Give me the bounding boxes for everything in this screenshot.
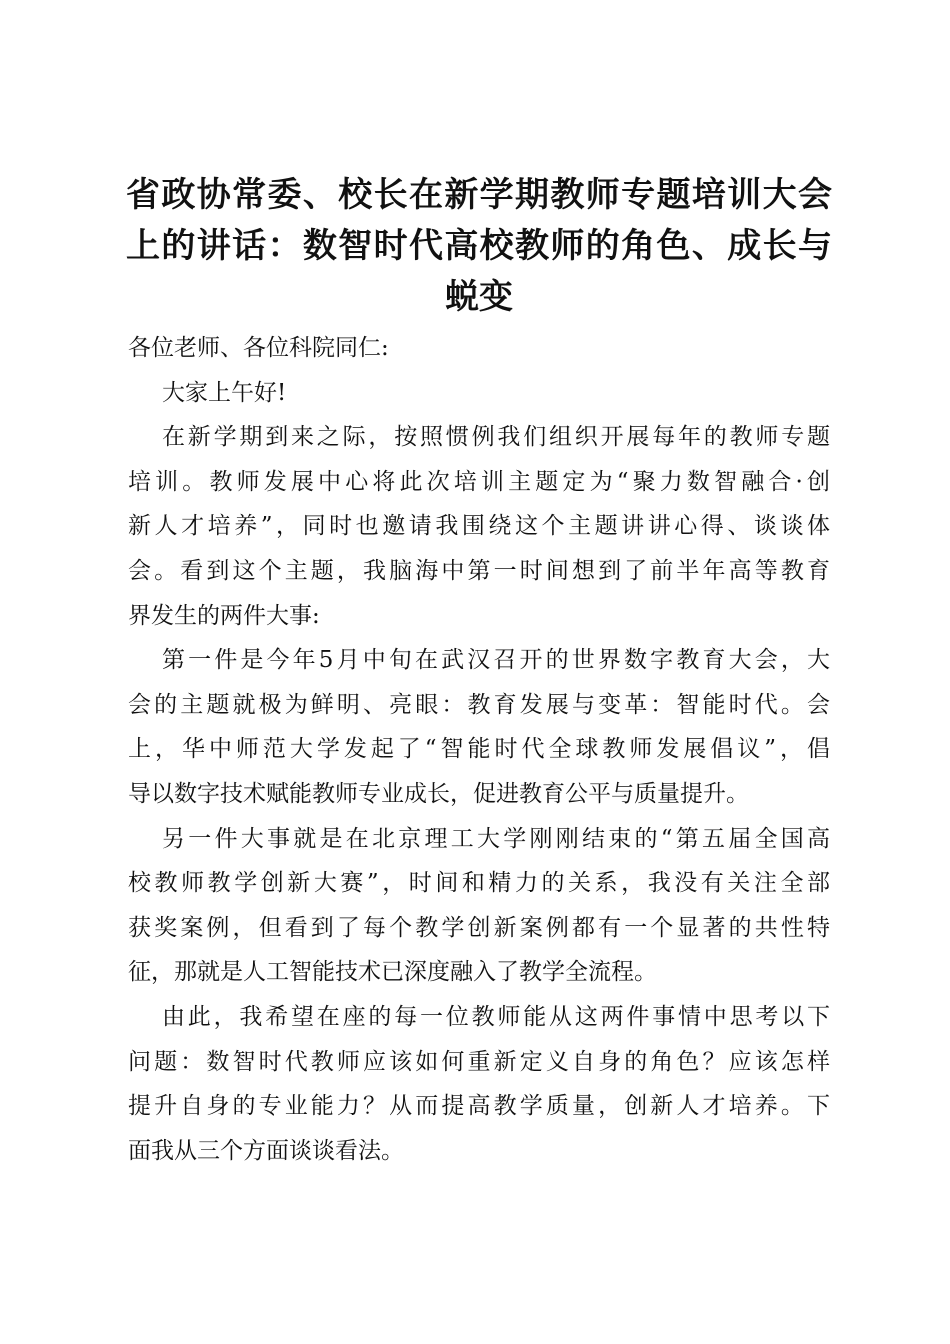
salutation: 各位老师、各位科院同仁:	[128, 335, 389, 361]
paragraph-line: 会。看到这个主题，我脑海中第一时间想到了前半年高等教育	[128, 557, 830, 584]
document-title	[126, 170, 832, 323]
title-line: 上的讲话：数智时代高校教师的角色、成长与	[126, 226, 832, 266]
greeting: 大家上午好!	[162, 379, 287, 406]
paragraph-line: 上，华中师范大学发起了“智能时代全球教师发展倡议”，倡	[128, 736, 830, 763]
paragraph-line: 面我从三个方面谈谈看法。	[128, 1137, 404, 1164]
paragraph-line: 界发生的两件大事:	[128, 602, 320, 629]
paragraph-line: 由此，我希望在座的每一位教师能从这两件事情中思考以下	[162, 1003, 830, 1030]
title-line: 蜕变	[445, 277, 513, 317]
paragraph	[128, 817, 830, 995]
title-line: 省政协常委、校长在新学期教师专题培训大会	[126, 175, 832, 215]
paragraph-line: 问题：数智时代教师应该如何重新定义自身的角色？应该怎样	[128, 1048, 830, 1075]
paragraph-line: 第一件是今年5月中旬在武汉召开的世界数字教育大会，大	[162, 647, 830, 674]
paragraph-line: 会的主题就极为鲜明、亮眼：教育发展与变革：智能时代。会	[128, 691, 830, 718]
paragraph-line: 新人才培养”，同时也邀请我围绕这个主题讲讲心得、谈谈体	[128, 513, 830, 540]
paragraph-line: 导以数字技术赋能教师专业成长，促进教育公平与质量提升。	[128, 780, 749, 807]
paragraph	[128, 995, 830, 1173]
paragraph-line: 征，那就是人工智能技术已深度融入了教学全流程。	[128, 959, 657, 986]
paragraph-line: 另一件大事就是在北京理工大学刚刚结束的“第五届全国高	[162, 825, 830, 852]
paragraph	[128, 415, 830, 638]
paragraph-line: 校教师教学创新大赛”，时间和精力的关系，我没有关注全部	[128, 870, 830, 897]
paragraph-line: 在新学期到来之际，按照惯例我们组织开展每年的教师专题	[162, 424, 830, 451]
paragraph-line: 培训。教师发展中心将此次培训主题定为“聚力数智融合·创	[128, 468, 830, 495]
document-body	[128, 326, 830, 1173]
paragraph-line: 提升自身的专业能力？从而提高教学质量，创新人才培养。下	[128, 1093, 830, 1120]
paragraph-line: 获奖案例，但看到了每个教学创新案例都有一个显著的共性特	[128, 914, 830, 941]
paragraph	[128, 638, 830, 816]
